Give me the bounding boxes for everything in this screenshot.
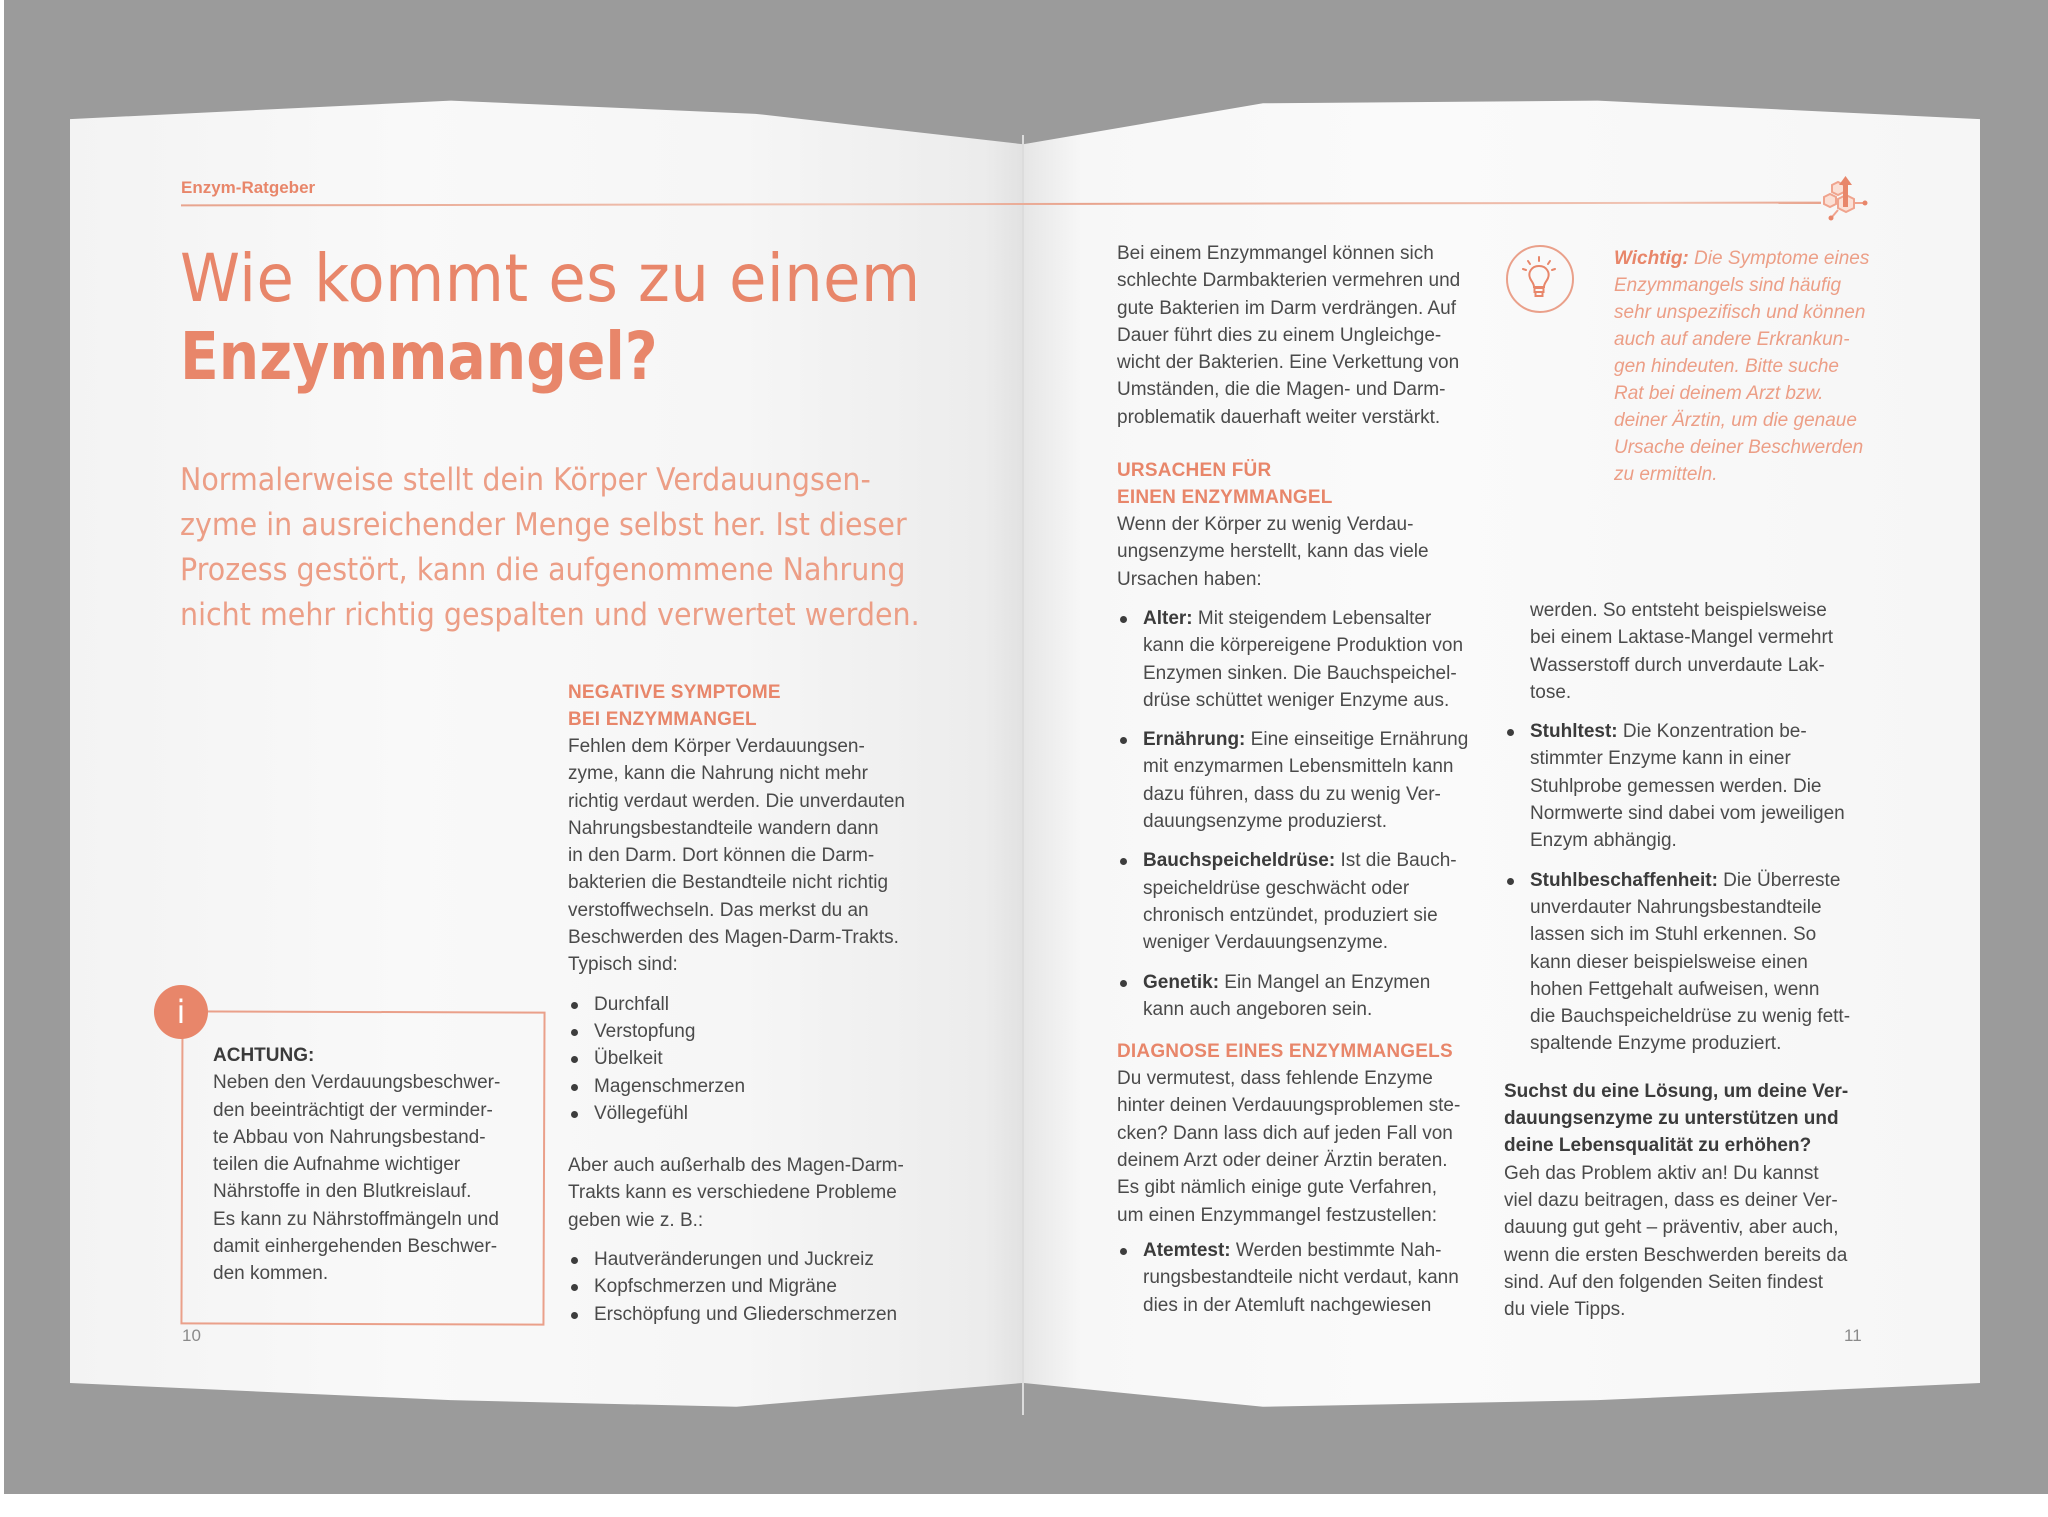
body-line: Du vermutest, dass fehlende Enzyme (1117, 1068, 1433, 1090)
body-line: Fehlen dem Körper Verdauungsen- (568, 736, 865, 757)
note-line: teilen die Aufnahme wichtiger (213, 1154, 461, 1176)
important-tip (1614, 245, 1874, 488)
body-line: Aber auch außerhalb des Magen-Darm- (568, 1155, 904, 1177)
symptom-list-item: Völlegefühl (568, 1100, 938, 1127)
method-text: unverdauter Nahrungsbestandteile (1530, 896, 1822, 918)
tip-line: Enzymmangels sind häufig (1614, 275, 1842, 296)
cta-body-line: sind. Auf den folgenden Seiten findest (1504, 1271, 1824, 1293)
note-line: Neben den Verdauungsbeschwer- (213, 1072, 501, 1094)
body-line: in den Darm. Dort können die Darm- (568, 845, 875, 867)
tip-label: Wichtig: (1614, 248, 1689, 269)
cause-term: Ernährung: (1143, 729, 1246, 751)
body-line: Typisch sind: (568, 954, 678, 976)
body-line: problematik dauerhaft weiter verstärkt. (1117, 406, 1441, 428)
note-line: te Abbau von Nahrungsbestand- (213, 1126, 486, 1148)
tip-line: auch auf andere Erkrankun- (1614, 329, 1850, 350)
right-column-1 (1117, 240, 1497, 1319)
extra-symptom-list-item: Erschöpfung und Gliederschmerzen (568, 1301, 938, 1328)
page-number-left: 10 (182, 1326, 201, 1345)
cause-list-item (1117, 605, 1497, 714)
method-text: stimmter Enzyme kann in einer (1530, 748, 1791, 770)
section-heading (568, 679, 938, 733)
cta-question-line: deine Lebensqualität zu erhöhen? (1504, 1135, 1812, 1157)
cta-body-line: du viele Tipps. (1504, 1299, 1626, 1321)
method-text: Enzym abhängig. (1530, 830, 1677, 852)
cta-body-line: viel dazu beitragen, dass es deiner Ver- (1504, 1189, 1838, 1211)
page-title-line2: Enzymmangel? (180, 318, 658, 395)
body-line: um einen Enzymmangel festzustellen: (1117, 1204, 1437, 1226)
tip-line: zu ermitteln. (1614, 464, 1718, 485)
note-line: den kommen. (213, 1263, 329, 1285)
tip-line: Ursache deiner Beschwerden (1614, 437, 1864, 458)
cause-text: Mit steigendem Lebensalter (1192, 607, 1432, 629)
enzyme-hexagon-arrow-icon (1818, 175, 1872, 225)
symptom-list-item: Magenschmerzen (568, 1073, 938, 1100)
body-line: zyme, kann die Nahrung nicht mehr (568, 763, 868, 785)
cause-list-item (1117, 847, 1497, 956)
method-term: Stuhltest: (1530, 721, 1618, 743)
body-line: hinter deinen Verdauungsproblemen ste- (1117, 1095, 1461, 1117)
body-line: Wenn der Körper zu wenig Verdau- (1117, 514, 1414, 536)
body-line: cken? Dann lass dich auf jeden Fall von (1117, 1122, 1453, 1144)
body-line: richtig verdaut werden. Die unverdauten (568, 790, 905, 812)
cause-text: kann auch angeboren sein. (1143, 998, 1373, 1020)
running-head: Enzym-Ratgeber (181, 178, 316, 197)
cause-list-item (1117, 969, 1497, 1024)
diagnosis-list-item (1504, 718, 1884, 854)
intro-line: zyme in ausreichender Menge selbst her. Ist dieser (180, 507, 907, 543)
cta-body-line: wenn die ersten Beschwerden bereits da (1504, 1244, 1848, 1266)
body-line: deinem Arzt oder deiner Ärztin beraten. (1117, 1150, 1448, 1172)
body-line: Trakts kann es verschiedene Probleme (568, 1182, 897, 1204)
body-line: bakterien die Bestandteile nicht richtig (568, 872, 889, 894)
intro-line: Normalerweise stellt dein Körper Verdauungsen- (180, 462, 871, 498)
body-line: Nahrungsbestandteile wandern dann (568, 817, 879, 839)
body-line: Es gibt nämlich einige gute Verfahren, (1117, 1177, 1438, 1199)
page-number-right: 11 (1844, 1326, 1862, 1345)
intro-line: Prozess gestört, kann die aufgenommene Nahrung (180, 552, 906, 588)
cause-text: chronisch entzündet, produziert sie (1143, 904, 1438, 926)
method-text: kann dieser beispielsweise einen (1530, 951, 1808, 973)
heading-line: URSACHEN FÜR (1117, 460, 1272, 482)
intro-line: nicht mehr richtig gespalten und verwertet werden. (180, 597, 920, 633)
tip-line: sehr unspezifisch und können (1614, 302, 1866, 323)
diagnosis-list-item (1504, 867, 1884, 1058)
cause-term: Bauchspeicheldrüse: (1143, 850, 1336, 872)
method-text: Normwerte sind dabei vom jeweiligen (1530, 803, 1845, 825)
body-line: Dauer führt dies zu einem Ungleichge- (1117, 324, 1442, 346)
method-text: Wasserstoff durch unverdaute Lak- (1530, 654, 1825, 676)
note-line: damit einhergehenden Beschwer- (213, 1236, 498, 1258)
method-text: lassen sich im Stuhl erkennen. So (1530, 924, 1817, 946)
extra-symptom-list-item: Kopfschmerzen und Migräne (568, 1273, 938, 1300)
note-line: den beeinträchtigt der verminder- (213, 1099, 493, 1121)
method-text: spaltende Enzyme produziert. (1530, 1033, 1782, 1055)
body-line: Ursachen haben: (1117, 568, 1262, 590)
cta-question-line: Suchst du eine Lösung, um deine Ver- (1504, 1080, 1849, 1102)
body-line: gute Bakterien im Darm verdrängen. Auf (1117, 297, 1457, 319)
diagnosis-heading: DIAGNOSE EINES ENZYMMANGELS (1117, 1041, 1453, 1063)
body-line: geben wie z. B.: (568, 1209, 704, 1231)
intro-paragraph (180, 458, 920, 638)
method-text: Die Konzentration be- (1617, 721, 1807, 743)
body-line: Bei einem Enzymmangel können sich (1117, 243, 1434, 264)
cause-text: Eine einseitige Ernährung (1245, 729, 1469, 751)
cause-text: weniger Verdauungsenzyme. (1143, 932, 1389, 954)
tip-line: Die Symptome eines (1688, 248, 1870, 269)
tip-line: deiner Ärztin, um die genaue (1614, 410, 1857, 431)
info-icon: i (154, 985, 208, 1039)
method-text: Die Überreste (1717, 869, 1841, 891)
cause-text: Ist die Bauch- (1335, 850, 1457, 872)
method-text: die Bauchspeicheldrüse zu wenig fett- (1530, 1006, 1851, 1028)
note-line: Nährstoffe in den Blutkreislauf. (213, 1181, 472, 1203)
symptom-list-item: Übelkeit (568, 1045, 938, 1072)
method-text: Stuhlprobe gemessen werden. Die (1530, 775, 1822, 797)
cause-text: Enzymen sinken. Die Bauchspeichel- (1143, 662, 1457, 684)
tip-line: gen hindeuten. Bitte suche (1614, 356, 1840, 377)
page-title-line1: Wie kommt es zu einem (180, 240, 921, 317)
cause-text: mit enzymarmen Lebensmitteln kann (1143, 756, 1454, 778)
method-text: rungsbestandteile nicht verdaut, kann (1143, 1267, 1459, 1289)
method-text: bei einem Laktase-Mangel vermehrt (1530, 627, 1834, 649)
method-text: tose. (1530, 681, 1572, 703)
cause-text: dazu führen, dass du zu wenig Ver- (1143, 783, 1441, 805)
method-text: Werden bestimmte Nah- (1230, 1239, 1442, 1261)
note-line: Es kann zu Nährstoffmängeln und (213, 1208, 499, 1230)
heading-line: BEI ENZYMMANGEL (568, 709, 757, 730)
body-line: ungsenzyme herstellt, kann das viele (1117, 541, 1429, 563)
right-column-2 (1504, 597, 1884, 1323)
heading-line: EINEN ENZYMMANGEL (1117, 487, 1333, 509)
method-text: werden. So entsteht beispielsweise (1530, 600, 1827, 621)
cta-question (1504, 1078, 1884, 1160)
atemtest-continued (1504, 597, 1884, 706)
body-line: Umständen, die die Magen- und Darm- (1117, 379, 1446, 401)
cause-text: dauungsenzyme produzierst. (1143, 811, 1387, 833)
cause-term: Alter: (1143, 607, 1193, 629)
method-term: Stuhlbeschaffenheit: (1530, 869, 1718, 891)
cta-body-line: dauung gut geht – präventiv, aber auch, (1504, 1217, 1839, 1239)
note-title: ACHTUNG: (213, 1045, 315, 1066)
tip-line: Rat bei deinem Arzt bzw. (1614, 383, 1824, 404)
extra-symptom-list-item: Hautveränderungen und Juckreiz (568, 1246, 938, 1273)
cta-question-line: dauungsenzyme zu unterstützen und (1504, 1108, 1839, 1130)
lightbulb-icon (1518, 254, 1560, 302)
symptom-list-item: Durchfall (568, 991, 938, 1018)
cause-text: speicheldrüse geschwächt oder (1143, 877, 1410, 899)
body-line: wicht der Bakterien. Eine Verkettung von (1117, 352, 1460, 374)
symptoms-section (568, 679, 938, 1328)
method-term: Atemtest: (1143, 1239, 1231, 1261)
cause-text: kann die körpereigene Produktion von (1143, 635, 1464, 657)
book-spine (1022, 135, 1024, 1415)
heading-line: NEGATIVE SYMPTOME (568, 682, 781, 703)
cause-list-item (1117, 726, 1497, 835)
cta-body-line: Geh das Problem aktiv an! Du kannst (1504, 1162, 1819, 1184)
method-text: hohen Fettgehalt aufweisen, wenn (1530, 978, 1820, 1000)
cause-term: Genetik: (1143, 971, 1220, 993)
diagnosis-list-item (1117, 1237, 1497, 1319)
method-text: dies in der Atemluft nachgewiesen (1143, 1294, 1432, 1316)
cause-text: drüse schüttet weniger Enzyme aus. (1143, 689, 1450, 711)
achtung-note-content (213, 1042, 533, 1288)
body-line: verstoffwechseln. Das merkst du an (568, 899, 869, 921)
body-line: Beschwerden des Magen-Darm-Trakts. (568, 927, 899, 949)
body-line: schlechte Darmbakterien vermehren und (1117, 270, 1461, 292)
symptom-list-item: Verstopfung (568, 1018, 938, 1045)
cause-text: Ein Mangel an Enzymen (1219, 971, 1431, 993)
causes-heading (1117, 457, 1497, 511)
